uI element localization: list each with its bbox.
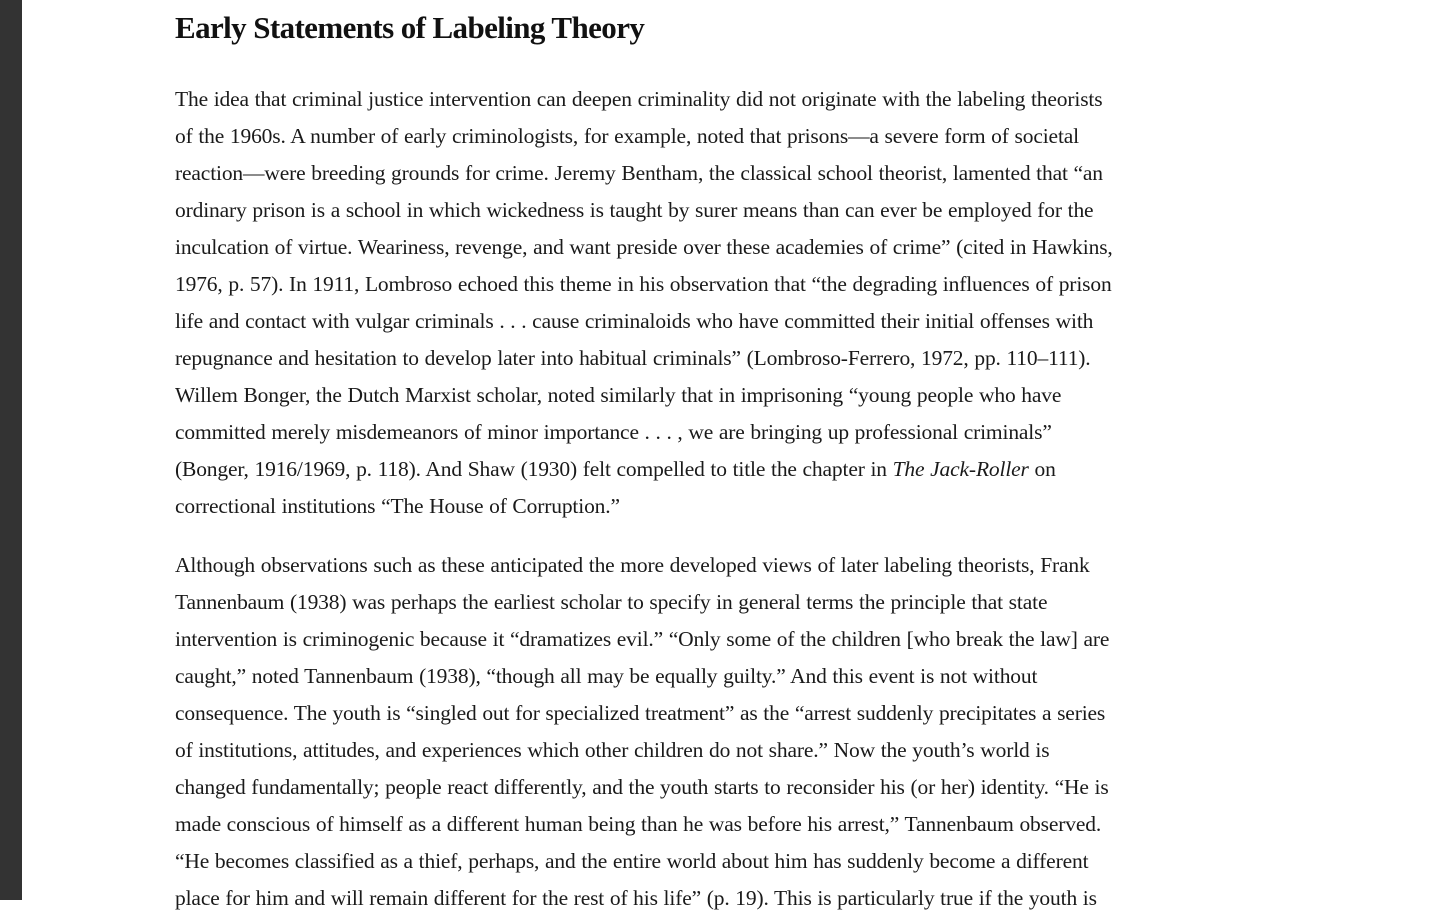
text-line: intervention is criminogenic because it “dramatizes evil.” “Only some of the children [who break the law] are [175, 627, 1110, 651]
text-line: consequence. The youth is “singled out for specialized treatment” as the “arrest suddenly precipitates a series [175, 701, 1106, 725]
text-line: correctional institutions “The House of Corruption.” [175, 494, 620, 518]
text-line: Although observations such as these anticipated the more developed views of later labeling theorists, Frank [175, 553, 1090, 577]
text-line: Tannenbaum (1938) was perhaps the earliest scholar to specify in general terms the principle that state [175, 590, 1048, 614]
text-segment: on [1028, 457, 1056, 481]
text-segment: (Bonger, 1916/1969, p. 118). And Shaw (1930) felt compelled to title the chapter in [175, 457, 893, 481]
text-line: inculcation of virtue. Weariness, revenge, and want preside over these academies of crime” (cited in Hawkins, [175, 235, 1113, 259]
text-line: of institutions, attitudes, and experiences which other children do not share.” Now the youth’s world is [175, 738, 1050, 762]
text-line: repugnance and hesitation to develop later into habitual criminals” (Lombroso-Ferrero, 1972, pp. 110–111). [175, 346, 1091, 370]
text-line: 1976, p. 57). In 1911, Lombroso echoed this theme in his observation that “the degrading influences of prison [175, 272, 1112, 296]
text-line: of the 1960s. A number of early criminologists, for example, noted that prisons—a severe form of societal [175, 124, 1079, 148]
document-page [175, 0, 1145, 917]
text-line: made conscious of himself as a different human being than he was before his arrest,” Tannenbaum observed. [175, 812, 1102, 836]
text-line: reaction—were breeding grounds for crime. Jeremy Bentham, the classical school theorist, lamented that “an [175, 161, 1103, 185]
text-line: The idea that criminal justice intervention can deepen criminality did not originate with the labeling theorists [175, 87, 1103, 111]
section-title: Early Statements of Labeling Theory [175, 10, 645, 45]
text-line: Willem Bonger, the Dutch Marxist scholar, noted similarly that in imprisoning “young people who have [175, 383, 1062, 407]
text-line: changed fundamentally; people react differently, and the youth starts to reconsider his (or her) identity. “He is [175, 775, 1109, 799]
book-title-italic: The Jack-Roller [892, 457, 1029, 481]
left-sidebar-edge [0, 0, 22, 900]
text-line: ordinary prison is a school in which wickedness is taught by surer means than can ever be employed for the [175, 198, 1094, 222]
paragraph-early-criminologists [175, 81, 1145, 525]
text-line [175, 451, 1145, 488]
text-line: “He becomes classified as a thief, perhaps, and the entire world about him has suddenly become a different [175, 849, 1089, 873]
paragraph-tannenbaum [175, 547, 1145, 917]
text-line: caught,” noted Tannenbaum (1938), “though all may be equally guilty.” And this event is not without [175, 664, 1038, 688]
text-line: place for him and will remain different for the rest of his life” (p. 19). This is particularly true if the youth is [175, 886, 1097, 910]
text-line: life and contact with vulgar criminals . . . cause criminaloids who have committed their initial offenses with [175, 309, 1094, 333]
text-line: committed merely misdemeanors of minor importance . . . , we are bringing up professional criminals” [175, 420, 1052, 444]
